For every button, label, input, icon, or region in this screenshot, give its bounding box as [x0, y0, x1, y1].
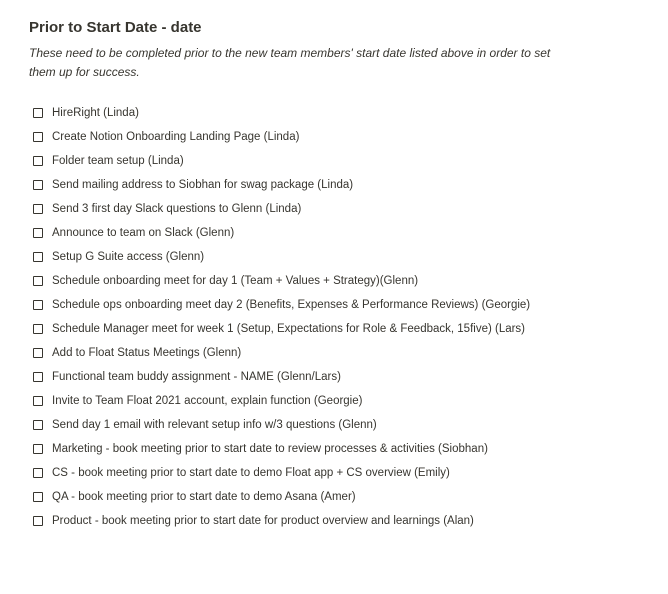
todo-item: [29, 464, 549, 482]
todo-item: [29, 320, 549, 338]
todo-item: [29, 104, 549, 122]
todo-label: Schedule onboarding meet for day 1 (Team + Values + Strategy)(Glenn): [52, 275, 419, 287]
todo-label: Create Notion Onboarding Landing Page (Linda): [52, 131, 300, 143]
todo-item: [29, 488, 549, 506]
todo-label: Send mailing address to Siobhan for swag package (Linda): [52, 179, 354, 191]
todo-checkbox[interactable]: [33, 180, 43, 190]
todo-checkbox[interactable]: [33, 348, 43, 358]
todo-checkbox[interactable]: [33, 276, 43, 286]
todo-label: Schedule Manager meet for week 1 (Setup, Expectations for Role & Feedback, 15five) (Lars): [52, 323, 526, 335]
todo-label: HireRight (Linda): [52, 107, 139, 119]
todo-checkbox[interactable]: [33, 108, 43, 118]
todo-item: [29, 176, 549, 194]
todo-checkbox[interactable]: [33, 516, 43, 526]
todo-item: [29, 128, 549, 146]
todo-checkbox[interactable]: [33, 228, 43, 238]
todo-label: QA - book meeting prior to start date to demo Asana (Amer): [52, 491, 356, 503]
todo-label: Folder team setup (Linda): [52, 155, 184, 167]
todo-checkbox[interactable]: [33, 132, 43, 142]
page-title: Prior to Start Date - date: [29, 19, 202, 36]
todo-checkbox[interactable]: [33, 468, 43, 478]
todo-item: [29, 392, 549, 410]
todo-item: [29, 512, 549, 530]
todo-label: CS - book meeting prior to start date to demo Float app + CS overview (Emily): [52, 467, 450, 479]
todo-checkbox[interactable]: [33, 444, 43, 454]
todo-item: [29, 296, 549, 314]
todo-label: Schedule ops onboarding meet day 2 (Benefits, Expenses & Performance Reviews) (Georgie): [52, 299, 531, 311]
todo-checkbox[interactable]: [33, 204, 43, 214]
todo-label: Marketing - book meeting prior to start date to review processes & activities (Siobhan): [52, 443, 488, 455]
todo-label: Setup G Suite access (Glenn): [52, 251, 205, 263]
todo-item: [29, 440, 549, 458]
todo-list: [29, 104, 629, 530]
todo-checkbox[interactable]: [33, 420, 43, 430]
todo-checkbox[interactable]: [33, 324, 43, 334]
todo-label: Announce to team on Slack (Glenn): [52, 227, 235, 239]
todo-item: [29, 152, 549, 170]
todo-checkbox[interactable]: [33, 492, 43, 502]
todo-label: Add to Float Status Meetings (Glenn): [52, 347, 242, 359]
todo-label: Product - book meeting prior to start date for product overview and learnings (Alan): [52, 515, 474, 527]
todo-item: [29, 224, 549, 242]
todo-checkbox[interactable]: [33, 396, 43, 406]
todo-item: [29, 272, 549, 290]
todo-checkbox[interactable]: [33, 156, 43, 166]
todo-item: [29, 200, 549, 218]
todo-label: Send 3 first day Slack questions to Glenn (Linda): [52, 203, 302, 215]
todo-checkbox[interactable]: [33, 252, 43, 262]
page-content: [29, 18, 629, 546]
todo-label: Send day 1 email with relevant setup info w/3 questions (Glenn): [52, 419, 377, 431]
todo-item: [29, 248, 549, 266]
todo-checkbox[interactable]: [33, 300, 43, 310]
todo-item: [29, 344, 549, 362]
page-description: These need to be completed prior to the new team members' start date listed above in order to set them up for success.: [29, 46, 551, 79]
todo-label: Invite to Team Float 2021 account, explain function (Georgie): [52, 395, 363, 407]
todo-item: [29, 416, 549, 434]
todo-checkbox[interactable]: [33, 372, 43, 382]
todo-label: Functional team buddy assignment - NAME (Glenn/Lars): [52, 371, 341, 383]
todo-item: [29, 368, 549, 386]
